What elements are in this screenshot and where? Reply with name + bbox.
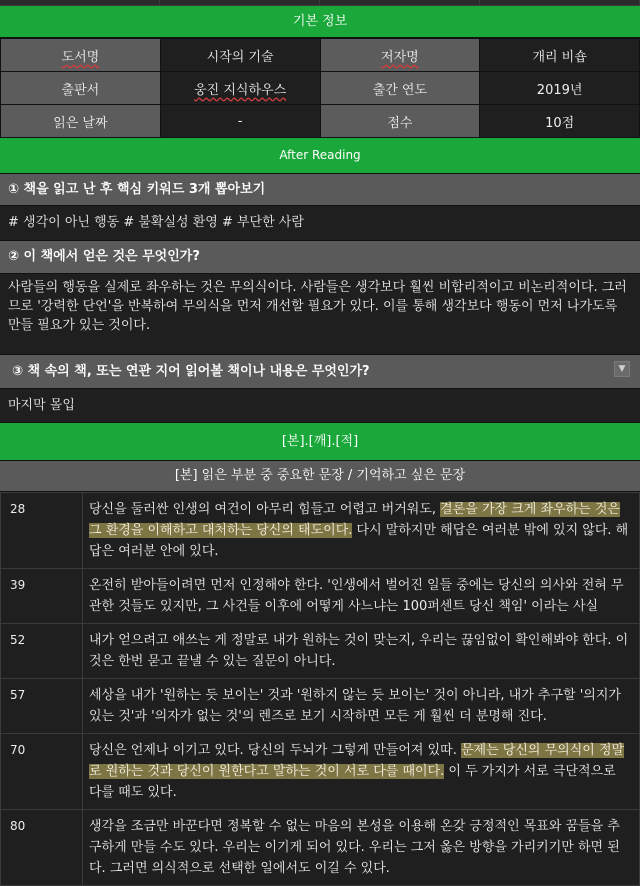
bon-subheader: [본] 읽은 부분 중 중요한 문장 / 기억하고 싶은 문장 [0,461,640,492]
quote-row [1,810,640,886]
publish-year-label: 출간 연도 [320,72,480,105]
chevron-down-icon[interactable]: ▼ [614,361,630,377]
score-label: 점수 [320,105,480,138]
quote-text[interactable] [83,569,640,624]
quote-row [1,493,640,569]
publisher-label: 출판서 [1,72,161,105]
quote-row [1,624,640,679]
quote-row [1,679,640,734]
book-title-value[interactable]: 시작의 기술 [160,39,320,72]
basic-info-header: 기본 정보 [0,6,640,38]
quote-text-segment: 내가 얻으려고 애쓰는 게 정말로 내가 원하는 것이 맞는지, 우리는 끊임없이 확인해봐야 한다. 이것은 한번 묻고 끝낼 수 있는 질문이 아니다. [89,633,629,669]
score-value[interactable]: 10점 [480,105,640,138]
quote-text-segment: 이 두 가지가 서로 극단적으로 다를 때도 있다. [89,764,616,800]
info-row [1,39,640,72]
book-title-label: 도서명 [1,39,161,72]
quote-text[interactable] [83,734,640,810]
quote-text-segment: 생각을 조금만 바꾼다면 정복할 수 없는 마음의 본성을 이용해 온갖 긍정적인 목표와 꿈들을 추구하게 만들 수도 있다. 우리는 이기게 되어 있다. 우리는 그저 옳은 방향을 가리키기만 하면 된다. 그러면 의식적으로 선택한 일에서도 이길 수 있다. [89,819,620,876]
quote-text[interactable] [83,810,640,886]
highlighted-text: 결론을 가장 크게 좌우하는 것은 그 환경을 이해하고 대처하는 당신의 태도이다. [89,502,620,538]
after-reading-header: After Reading [0,138,640,174]
bon-kkae-jeok-header: [본].[깨].[적] [0,423,640,461]
basic-info-table [0,38,640,138]
quote-page-number[interactable]: 52 [1,624,83,679]
publisher-value[interactable]: 웅진 지식하우스 [160,72,320,105]
quotes-table [0,492,640,886]
info-row [1,72,640,105]
author-label: 저자명 [320,39,480,72]
quote-text-segment: 온전히 받아들이려면 먼저 인정해야 한다. '인생에서 벌어진 일들 중에는 당신의 의사와 전혀 무관한 것들도 있지만, 그 사건들 이후에 어떻게 사느냐는 100퍼센트 당신 책임' 이라는 사실 [89,578,624,614]
quote-page-number[interactable]: 70 [1,734,83,810]
quote-row [1,569,640,624]
quote-page-number[interactable]: 28 [1,493,83,569]
quote-text-segment: 당신을 둘러싼 인생의 여건이 아무리 힘들고 어렵고 버거워도, [89,502,441,517]
question-3-text: ③ 책 속의 책, 또는 연관 지어 읽어볼 책이나 내용은 무엇인가? [12,364,370,379]
quote-text[interactable] [83,493,640,569]
quote-text[interactable] [83,679,640,734]
question-1: ① 책을 읽고 난 후 핵심 키워드 3개 뽑아보기 [0,174,640,206]
read-date-value[interactable]: - [160,105,320,138]
highlighted-text: 문제는 당신의 무의식이 정말로 원하는 것과 당신이 원한다고 말하는 것이 서로 다를 때이다. [89,743,625,779]
answer-1[interactable]: # 생각이 아닌 행동 # 불확실성 환영 # 부단한 사람 [0,206,640,241]
quote-page-number[interactable]: 80 [1,810,83,886]
question-3 [0,355,640,389]
quote-text-segment: 다시 말하지만 해답은 여러분 밖에 있지 않다. 해답은 여러분 안에 있다. [89,523,629,559]
answer-2[interactable]: 사람들의 행동을 실제로 좌우하는 것은 무의식이다. 사람들은 생각보다 훨씬 비합리적이고 비논리적이다. 그러므로 '강력한 단언'을 반복하여 무의식을 먼저 개선할 필요가 있다. 이를 통해 생각보다 행동이 먼저 나가도록 만들 필요가 있는 것이다. [0,274,640,355]
question-2: ② 이 책에서 얻은 것은 무엇인가? [0,241,640,274]
quote-page-number[interactable]: 39 [1,569,83,624]
read-date-label: 읽은 날짜 [1,105,161,138]
answer-3[interactable]: 마지막 몰입 [0,389,640,423]
quote-text-segment: 세상을 내가 '원하는 듯 보이는' 것과 '원하지 않는 듯 보이는' 것이 아니라, 내가 추구할 '의지가 있는 것'과 '의자가 없는 것'의 렌즈로 보기 시작하면 모든 게 훨씬 더 분명해 진다. [89,688,621,724]
info-row [1,105,640,138]
quote-page-number[interactable]: 57 [1,679,83,734]
quote-text[interactable] [83,624,640,679]
author-value[interactable]: 개리 비숍 [480,39,640,72]
quote-text-segment: 당신은 언제나 이기고 있다. 당신의 두뇌가 그렇게 만들어져 있따. [89,743,461,758]
publish-year-value[interactable]: 2019년 [480,72,640,105]
quote-row [1,734,640,810]
